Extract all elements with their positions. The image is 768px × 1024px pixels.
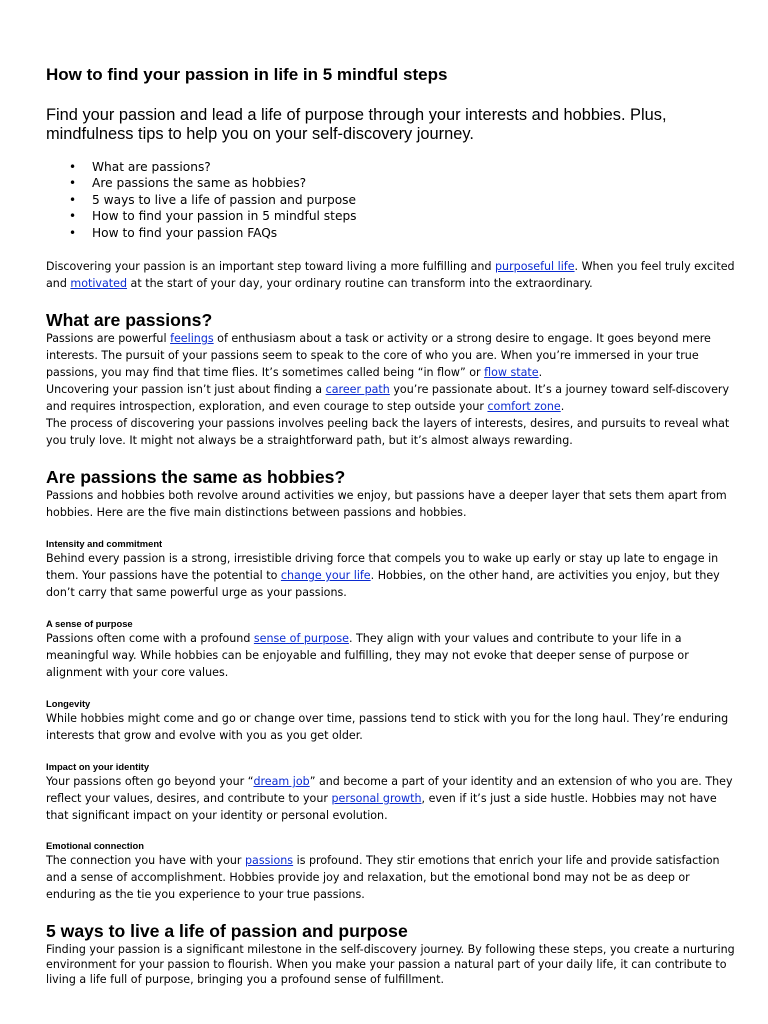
text-run: Uncovering your passion isn’t just about finding a [46,383,326,396]
text-run: is profound. They stir emotions that enrich your life and provide satisfaction and a sense of accomplishment. Hobbies provide joy and relaxation, but the emotional bond may not be as deep or enduring as the tie you experience to your true passions. [46,854,720,901]
link-sense-of-purpose[interactable]: sense of purpose [253,632,349,645]
toc-item-label: 5 ways to live a life of passion and purpose [92,192,357,207]
link-passions[interactable]: passions [245,854,294,867]
text-run: at the start of your day, your ordinary routine can transform into the extraordinary. [127,277,593,290]
link-flow-state[interactable]: flow state [484,366,539,379]
text-run: , even if it’s just a side hustle. Hobbies may not have that significant impact on your identity or personal evolution. [46,792,717,822]
paragraph [46,330,736,381]
text-run: ” and become a part of your identity and an extension of who you are. They reflect your values, desires, and contribute to your [46,775,733,805]
link-purposeful-life[interactable]: purposeful life [495,260,575,273]
bullet-icon: • [69,225,77,240]
table-of-contents [46,159,357,241]
paragraph: Finding your passion is a significant milestone in the self-discovery journey. By following these steps, you create a nurturing environment for your passion to flourish. When you make your passion a natural part of your daily life, it can contribute to living a life full of purpose, bringing you a profound sense of fulfillment. [46,943,735,987]
paragraph [46,630,736,681]
toc-item-label: How to find your passion in 5 mindful steps [92,209,357,224]
paragraph [46,550,736,601]
text-run: Your passions often go beyond your “ [46,775,254,788]
link-career-path[interactable]: career path [325,383,390,396]
text-run: . Hobbies, on the other hand, are activities you enjoy, but they don’t carry that same powerful urge as your passions. [46,569,720,599]
paragraph [46,381,736,415]
toc-item-label: Are passions the same as hobbies? [92,176,307,191]
text-run: Passions are powerful [46,332,171,345]
toc-item[interactable] [46,175,357,191]
subheading-emotional: Emotional connection [46,840,144,851]
toc-item-label: What are passions? [92,160,211,174]
intro-paragraph [46,258,736,292]
text-run: you’re passionate about. It’s a journey toward self-discovery and requires introspection, exploration, and even courage to step outside your [46,383,730,413]
bullet-icon: • [69,209,77,224]
text-run: . [538,366,543,379]
link-personal-growth[interactable]: personal growth [331,792,422,805]
text-run: . When you feel truly excited and [46,260,735,290]
paragraph: The process of discovering your passions involves peeling back the layers of interests, desires, and pursuits to reveal what you truly love. It might not always be a straightforward path, but it’s almost always rewarding. [46,417,730,447]
toc-item[interactable] [46,225,357,241]
text-run: . They align with your values and contribute to your life in a meaningful way. While hobbies can be enjoyable and fulfilling, they may not evoke that deeper sense of purpose or alignment with your core values. [46,632,689,679]
paragraph [46,773,736,824]
section-heading-what-are-passions: What are passions? [46,310,213,330]
bullet-icon: • [69,176,77,191]
text-run: of enthusiasm about a task or activity or a strong desire to engage. It goes beyond mere interests. The pursuit of your passions seem to speak to the core of who you are. When you’re immersed in your true passions, you may find that time flies. It’s sometimes called being “in flow” or [46,332,711,379]
link-motivated[interactable]: motivated [70,277,128,290]
subheading-identity: Impact on your identity [46,761,150,772]
text-run: . [560,400,565,413]
section-heading-five-ways: 5 ways to live a life of passion and purpose [46,921,408,941]
bullet-icon: • [69,192,77,207]
section-heading-passions-vs-hobbies: Are passions the same as hobbies? [46,467,346,487]
text-run: Passions often come with a profound [46,632,254,645]
subheading-longevity: Longevity [46,698,91,709]
paragraph: Passions and hobbies both revolve around activities we enjoy, but passions have a deeper layer that sets them apart from hobbies. Here are the five main distinctions between passions and hobbies. [46,489,727,519]
text-run: Discovering your passion is an important step toward living a more fulfilling and [46,260,496,273]
link-dream-job[interactable]: dream job [253,775,310,788]
toc-item[interactable] [46,159,357,175]
link-feelings[interactable]: feelings [170,332,214,345]
link-change-your-life[interactable]: change your life [280,569,371,582]
paragraph [46,852,736,903]
toc-item[interactable] [46,192,357,208]
toc-item-label: How to find your passion FAQs [92,225,278,240]
text-run: The connection you have with your [46,854,245,867]
page-title: How to find your passion in life in 5 mindful steps [46,65,448,84]
bullet-icon: • [69,160,77,174]
link-comfort-zone[interactable]: comfort zone [487,400,561,413]
toc-item[interactable] [46,208,357,224]
paragraph: While hobbies might come and go or change over time, passions tend to stick with you for the long haul. They’re enduring interests that grow and evolve with you as you get older. [46,712,729,742]
page-subtitle: Find your passion and lead a life of purpose through your interests and hobbies. Plus, mindfulness tips to help you on your self-discovery journey. [46,106,667,143]
subheading-intensity: Intensity and commitment [46,538,163,549]
text-run: Behind every passion is a strong, irresistible driving force that compels you to wake up early or stay up late to engage in them. Your passions have the potential to [46,552,719,582]
subheading-purpose: A sense of purpose [46,618,133,629]
